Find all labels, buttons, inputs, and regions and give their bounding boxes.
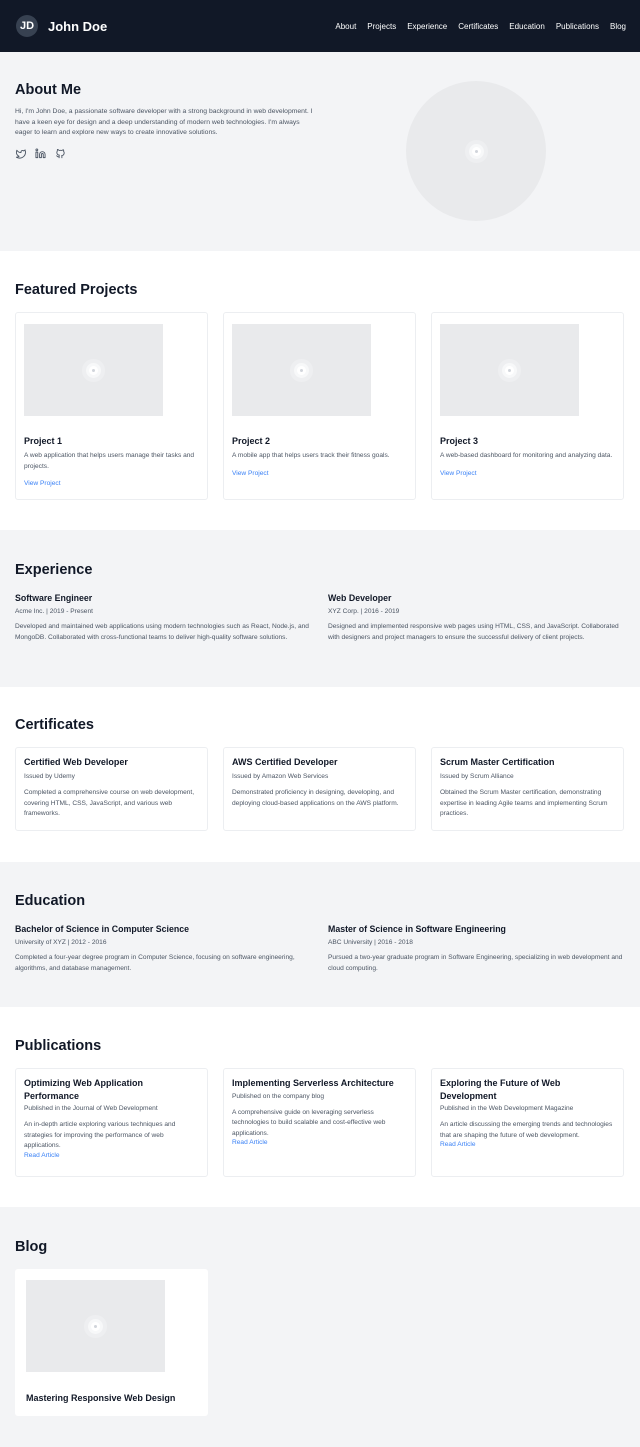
degree-meta: ABC University | 2016 - 2018	[328, 939, 413, 946]
publication-card	[223, 1068, 416, 1177]
project-title: Project 1	[24, 436, 63, 446]
linkedin-icon[interactable]	[35, 146, 46, 164]
project-description: A web-based dashboard for monitoring and analyzing data.	[440, 452, 613, 459]
degree-title: Master of Science in Software Engineering	[328, 924, 506, 934]
nav-link-projects[interactable]: Projects	[367, 21, 397, 31]
image-placeholder-icon	[472, 147, 481, 156]
publication-title: Exploring the Future of Web Development	[440, 1078, 561, 1101]
certificate-title: Certified Web Developer	[24, 757, 128, 767]
experience-list	[15, 593, 625, 644]
publication-title: Optimizing Web Application Performance	[24, 1078, 143, 1101]
top-navbar	[0, 0, 640, 52]
education-item	[15, 924, 310, 975]
certificate-issuer: Issued by Scrum Alliance	[440, 773, 514, 780]
project-card	[223, 312, 416, 500]
nav-link-experience[interactable]: Experience	[407, 21, 448, 31]
publication-meta: Published on the company blog	[232, 1092, 325, 1100]
blog-post-card[interactable]	[15, 1269, 208, 1416]
job-role: Software Engineer	[15, 593, 93, 603]
projects-title: Featured Projects	[15, 282, 138, 298]
image-placeholder-icon	[297, 366, 306, 375]
nav-link-certificates[interactable]: Certificates	[458, 21, 499, 31]
nav-links	[335, 22, 626, 31]
project-image-placeholder	[24, 324, 163, 416]
certificates-section	[0, 687, 640, 862]
job-meta: XYZ Corp. | 2016 - 2019	[328, 608, 400, 615]
publications-section	[0, 1007, 640, 1207]
projects-grid	[15, 312, 625, 500]
certificate-card	[431, 747, 624, 831]
brand-initials-badge: JD	[16, 15, 38, 37]
job-description: Developed and maintained web applications using modern technologies such as React, Node.js, and MongoDB. Collaborated with cross-functional teams to deliver high-quality software solutions.	[15, 623, 309, 641]
education-title: Education	[15, 893, 86, 909]
degree-title: Bachelor of Science in Computer Science	[15, 924, 190, 934]
publications-grid	[15, 1068, 625, 1177]
degree-meta: University of XYZ | 2012 - 2016	[15, 939, 107, 946]
experience-title: Experience	[15, 562, 93, 578]
certificate-card	[15, 747, 208, 831]
certificate-title: Scrum Master Certification	[440, 757, 555, 767]
publication-meta: Published in the Journal of Web Development	[24, 1105, 158, 1113]
certificate-card	[223, 747, 416, 831]
certificates-title: Certificates	[15, 717, 94, 733]
publication-title: Implementing Serverless Architecture	[232, 1078, 394, 1088]
project-card	[431, 312, 624, 500]
nav-link-blog[interactable]: Blog	[609, 21, 626, 31]
about-section	[0, 52, 640, 251]
about-text: Hi, I'm John Doe, a passionate software developer with a strong background in web development. I have a keen eye for design and a deep understanding of modern web technologies. I'm always eager to learn and explore new ways to create innovative solutions.	[15, 108, 313, 137]
github-icon[interactable]	[55, 146, 66, 164]
project-image-placeholder	[232, 324, 371, 416]
view-project-link[interactable]: View Project	[24, 480, 61, 487]
publications-title: Publications	[15, 1038, 102, 1054]
certificate-issuer: Issued by Udemy	[24, 773, 75, 780]
degree-description: Completed a four-year degree program in Computer Science, focusing on software engineering, algorithms, and database management.	[15, 954, 295, 972]
publication-description: An in-depth article exploring various techniques and strategies for improving the performance of web applications.	[24, 1121, 176, 1150]
project-image-placeholder	[440, 324, 579, 416]
publication-meta: Published in the Web Development Magazine	[440, 1105, 574, 1113]
publication-description: A comprehensive guide on leveraging serverless technologies to build scalable and cost-effective web applications.	[232, 1108, 386, 1137]
nav-link-publications[interactable]: Publications	[555, 21, 599, 31]
project-description: A mobile app that helps users track their fitness goals.	[232, 452, 390, 459]
read-article-link[interactable]: Read Article	[440, 1141, 476, 1149]
image-placeholder-icon	[505, 366, 514, 375]
image-placeholder-icon	[91, 1322, 100, 1331]
certificates-grid	[15, 747, 625, 831]
view-project-link[interactable]: View Project	[440, 469, 477, 477]
education-section	[0, 862, 640, 1007]
certificate-description: Obtained the Scrum Master certification, demonstrating expertise in leading Agile teams and implementing Scrum practices.	[440, 789, 608, 817]
publication-card	[431, 1068, 624, 1177]
blog-image-placeholder	[26, 1280, 165, 1372]
education-item	[328, 924, 623, 975]
read-article-link[interactable]: Read Article	[232, 1139, 268, 1147]
twitter-icon[interactable]	[15, 146, 26, 164]
certificate-issuer: Issued by Amazon Web Services	[232, 773, 329, 780]
project-title: Project 2	[232, 436, 271, 446]
certificate-description: Completed a comprehensive course on web development, covering HTML, CSS, JavaScript, and various web frameworks.	[24, 789, 195, 817]
certificate-description: Demonstrated proficiency in designing, developing, and deploying cloud-based applications on the AWS platform.	[232, 789, 399, 807]
projects-section	[0, 251, 640, 530]
publication-description: An article discussing the emerging trends and technologies that are shaping the future of web development.	[440, 1121, 613, 1139]
brand-name: John Doe	[48, 18, 108, 34]
about-title: About Me	[15, 82, 82, 98]
publication-card	[15, 1068, 208, 1177]
education-list	[15, 924, 625, 975]
nav-link-education[interactable]: Education	[509, 21, 545, 31]
experience-item	[328, 593, 623, 644]
project-description: A web application that helps users manage their tasks and projects.	[24, 452, 195, 470]
blog-section	[0, 1207, 640, 1447]
blog-title: Blog	[15, 1239, 48, 1255]
certificate-title: AWS Certified Developer	[232, 757, 338, 767]
degree-description: Pursued a two-year graduate program in Software Engineering, specializing in web development and cloud computing.	[328, 954, 623, 972]
job-meta: Acme Inc. | 2019 - Present	[15, 608, 93, 615]
brand[interactable]	[16, 15, 107, 37]
experience-section	[0, 530, 640, 687]
view-project-link[interactable]: View Project	[232, 469, 269, 477]
project-title: Project 3	[440, 436, 479, 446]
read-article-link[interactable]: Read Article	[24, 1151, 60, 1159]
profile-photo-placeholder	[406, 81, 546, 221]
job-description: Designed and implemented responsive web pages using HTML, CSS, and JavaScript. Collaborated with designers and project managers to ensure the successful delivery of client projects.	[328, 623, 619, 641]
project-card	[15, 312, 208, 500]
image-placeholder-icon	[89, 366, 98, 375]
job-role: Web Developer	[328, 593, 392, 603]
blog-post-title: Mastering Responsive Web Design	[26, 1393, 176, 1403]
experience-item	[15, 593, 310, 644]
nav-link-about[interactable]: About	[335, 21, 357, 31]
